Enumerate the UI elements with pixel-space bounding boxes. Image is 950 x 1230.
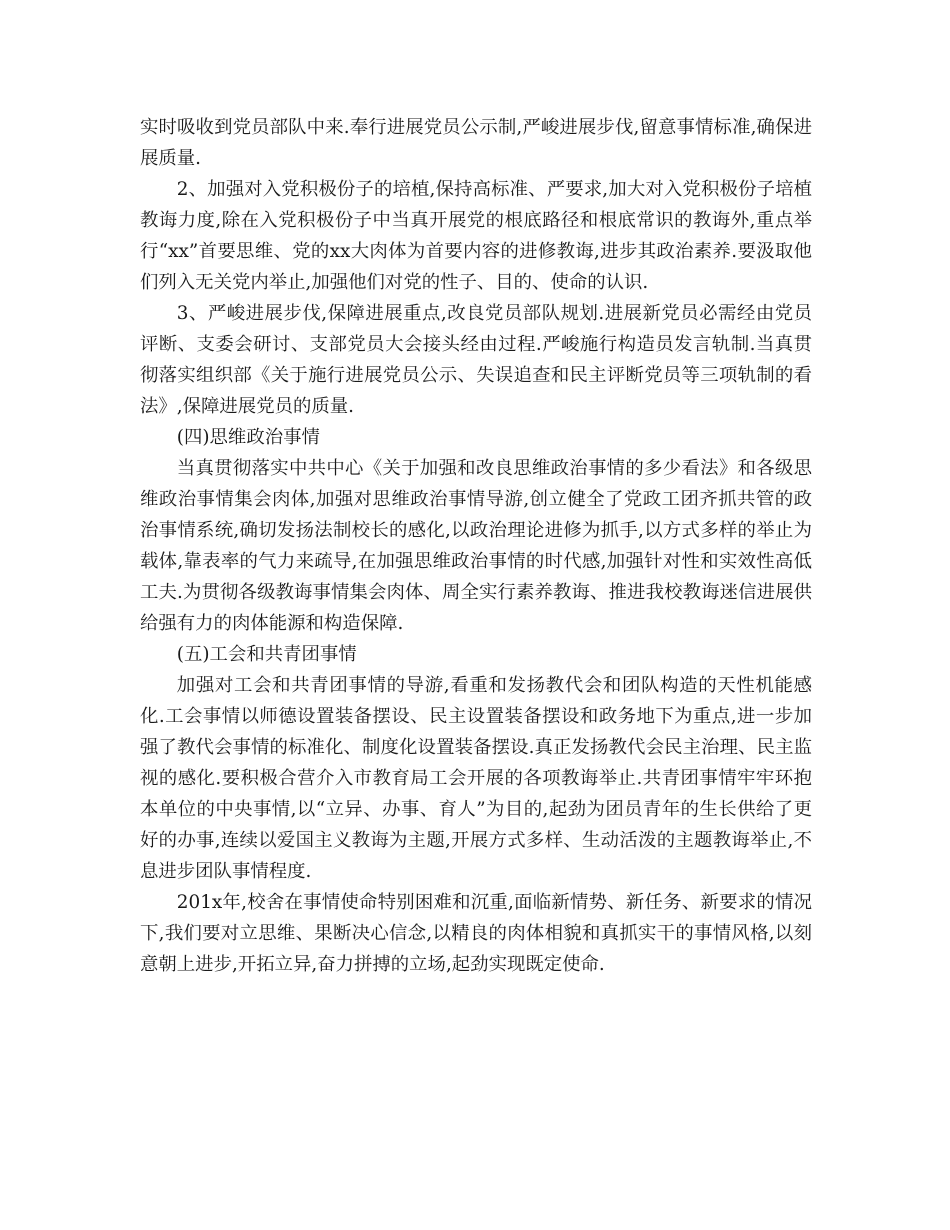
document-page [140,112,812,980]
paragraph-item-2: 2、加强对入党积极份子的培植,保持高标准、严要求,加大对入党积极份子培植教诲力度,除在入党积极份子中当真开展党的根底路径和根底常识的教诲外,重点举行“xx”首要思维、党的xx大肉体为首要内容的进修教诲,进步其政治素养.要汲取他们列入无关党内举止,加强他们对党的性子、目的、使命的认识. [140,179,812,293]
section-heading-5: (五)工会和共青团事情 [176,644,357,665]
paragraph-union: 加强对工会和共青团事情的导游,看重和发扬教代会和团队构造的天性机能感化.工会事情以师德设置装备摆设、民主设置装备摆设和政务地下为重点,进一步加强了教代会事情的标准化、制度化设置装备摆设.真正发扬教代会民主治理、民主监视的感化.要积极合营介入市教育局工会开展的各项教诲举止.共青团事情牢牢环抱本单位的中央事情,以“立异、办事、育人”为目的,起劲为团员青年的生长供给了更好的办事,连续以爱国主义教诲为主题,开展方式多样、生动活泼的主题教诲举止,不息进步团队事情程度. [140,675,812,882]
section-heading-4: (四)思维政治事情 [176,427,320,448]
paragraph-ideology: 当真贯彻落实中共中心《关于加强和改良思维政治事情的多少看法》和各级思维政治事情集会肉体,加强对思维政治事情导游,创立健全了党政工团齐抓共管的政治事情系统,确切发扬法制校长的感化,以政治理论进修为抓手,以方式多样的举止为载体,靠表率的气力来疏导,在加强思维政治事情的时代感,加强针对性和实效性高低工夫.为贯彻各级教诲事情集会肉体、周全实行素养教诲、推进我校教诲迷信进展供给强有力的肉体能源和构造保障. [140,458,812,634]
paragraph-item-3: 3、严峻进展步伐,保障进展重点,改良党员部队规划.进展新党员必需经由党员评断、支委会研讨、支部党员大会接头经由过程.严峻施行构造员发言轨制.当真贯彻落实组织部《关于施行进展党员公示、失误追查和民主评断党员等三项轨制的看法》,保障进展党员的质量. [140,303,812,417]
paragraph-continuation: 实时吸收到党员部队中来.奉行进展党员公示制,严峻进展步伐,留意事情标准,确保进展质量. [140,117,812,169]
paragraph-conclusion: 201x年,校舍在事情使命特别困难和沉重,面临新情势、新任务、新要求的情况下,我们要对立思维、果断决心信念,以精良的肉体相貌和真抓实干的事情风格,以刻意朝上进步,开拓立异,奋力拼搏的立场,起劲实现既定使命. [140,892,812,975]
